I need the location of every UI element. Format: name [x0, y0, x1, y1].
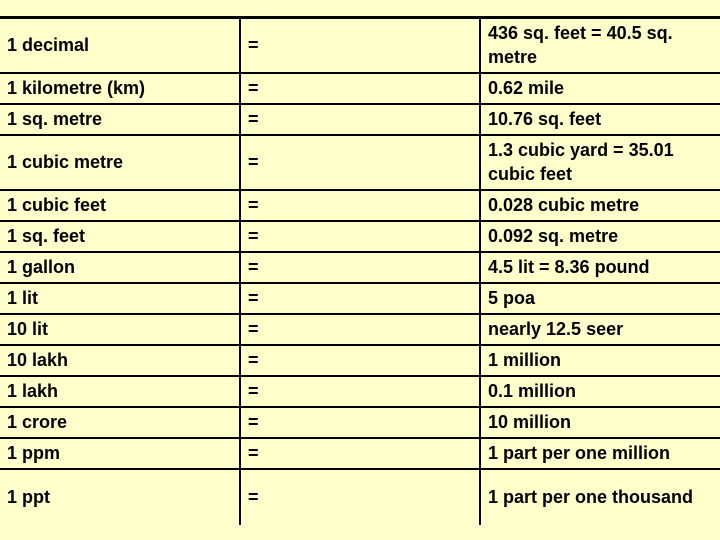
table-row	[0, 438, 720, 469]
table-row	[0, 18, 720, 73]
equals-cell: =	[240, 252, 480, 283]
equals-cell: =	[240, 314, 480, 345]
table-row	[0, 252, 720, 283]
unit-cell: 1 cubic metre	[0, 135, 240, 190]
equals-cell: =	[240, 104, 480, 135]
equals-cell: =	[240, 407, 480, 438]
value-cell: 436 sq. feet = 40.5 sq. metre	[480, 18, 720, 73]
table-row	[0, 135, 720, 190]
unit-cell: 1 gallon	[0, 252, 240, 283]
equals-cell: =	[240, 18, 480, 73]
table-row	[0, 345, 720, 376]
table-row	[0, 73, 720, 104]
unit-cell: 10 lakh	[0, 345, 240, 376]
unit-cell: 1 ppt	[0, 469, 240, 525]
table-row	[0, 469, 720, 525]
value-cell: 10.76 sq. feet	[480, 104, 720, 135]
value-cell: 0.1 million	[480, 376, 720, 407]
unit-cell: 1 kilometre (km)	[0, 73, 240, 104]
equals-cell: =	[240, 438, 480, 469]
value-cell: 10 million	[480, 407, 720, 438]
table-row	[0, 407, 720, 438]
value-cell: 1 million	[480, 345, 720, 376]
conversion-table	[0, 16, 720, 525]
table-row	[0, 221, 720, 252]
equals-cell: =	[240, 190, 480, 221]
table-row	[0, 190, 720, 221]
table-row	[0, 104, 720, 135]
value-cell: 1 part per one million	[480, 438, 720, 469]
value-cell: 0.028 cubic metre	[480, 190, 720, 221]
unit-cell: 1 decimal	[0, 18, 240, 73]
value-cell: 0.092 sq. metre	[480, 221, 720, 252]
value-cell: nearly 12.5 seer	[480, 314, 720, 345]
unit-cell: 1 cubic feet	[0, 190, 240, 221]
equals-cell: =	[240, 73, 480, 104]
unit-cell: 1 sq. feet	[0, 221, 240, 252]
unit-cell: 1 lakh	[0, 376, 240, 407]
table-row	[0, 376, 720, 407]
table-row	[0, 314, 720, 345]
value-cell: 1.3 cubic yard = 35.01 cubic feet	[480, 135, 720, 190]
equals-cell: =	[240, 283, 480, 314]
equals-cell: =	[240, 345, 480, 376]
value-cell: 5 poa	[480, 283, 720, 314]
value-cell: 4.5 lit = 8.36 pound	[480, 252, 720, 283]
value-cell: 1 part per one thousand	[480, 469, 720, 525]
table-row	[0, 283, 720, 314]
unit-cell: 10 lit	[0, 314, 240, 345]
equals-cell: =	[240, 469, 480, 525]
equals-cell: =	[240, 135, 480, 190]
equals-cell: =	[240, 376, 480, 407]
unit-cell: 1 sq. metre	[0, 104, 240, 135]
unit-cell: 1 ppm	[0, 438, 240, 469]
unit-cell: 1 crore	[0, 407, 240, 438]
unit-cell: 1 lit	[0, 283, 240, 314]
value-cell: 0.62 mile	[480, 73, 720, 104]
equals-cell: =	[240, 221, 480, 252]
